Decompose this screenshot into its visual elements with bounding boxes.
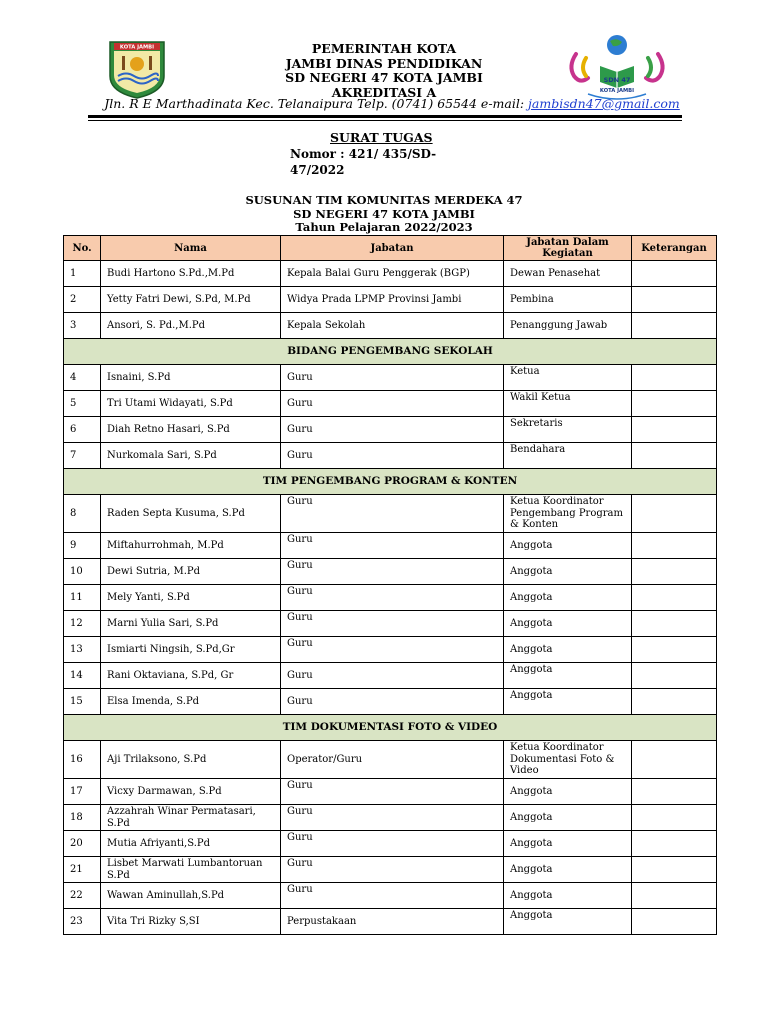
cell-no: 11	[64, 585, 101, 611]
email-link[interactable]: jambisdn47@gmail.com	[528, 96, 680, 111]
cell-jabatan: Guru	[281, 611, 504, 637]
cell-jabatan-kegiatan: Anggota	[504, 883, 632, 909]
cell-jabatan: Guru	[281, 443, 504, 469]
cell-no: 2	[64, 287, 101, 313]
cell-no: 20	[64, 831, 101, 857]
cell-jabatan: Guru	[281, 663, 504, 689]
cell-jabatan: Guru	[281, 637, 504, 663]
cell-no: 22	[64, 883, 101, 909]
table-row	[64, 857, 717, 883]
cell-jabatan-kegiatan: Anggota	[504, 585, 632, 611]
cell-keterangan	[632, 585, 717, 611]
cell-jabatan-kegiatan: Ketua Koordinator Pengembang Program & Konten	[504, 495, 632, 533]
table-row	[64, 559, 717, 585]
letter-number	[290, 146, 460, 178]
letter-number-line-1: Nomor : 421/ 435/SD-	[290, 147, 437, 161]
table-row	[64, 313, 717, 339]
cell-nama: Budi Hartono S.Pd.,M.Pd	[101, 261, 281, 287]
cell-nama: Tri Utami Widayati, S.Pd	[101, 391, 281, 417]
cell-jabatan-kegiatan: Ketua Koordinator Dokumentasi Foto & Video	[504, 741, 632, 779]
cell-jabatan-kegiatan: Dewan Penasehat	[504, 261, 632, 287]
svg-text:KOTA JAMBI: KOTA JAMBI	[599, 88, 635, 94]
school-address	[82, 96, 702, 111]
cell-jabatan: Guru	[281, 689, 504, 715]
cell-no: 9	[64, 533, 101, 559]
letterhead-line-1: PEMERINTAH KOTA	[311, 41, 457, 56]
cell-jabatan: Guru	[281, 831, 504, 857]
cell-no: 23	[64, 909, 101, 935]
cell-nama: Aji Trilaksono, S.Pd	[101, 741, 281, 779]
table-row	[64, 495, 717, 533]
cell-jabatan: Guru	[281, 857, 504, 883]
cell-no: 16	[64, 741, 101, 779]
cell-no: 17	[64, 779, 101, 805]
cell-nama: Mely Yanti, S.Pd	[101, 585, 281, 611]
cell-jabatan: Guru	[281, 805, 504, 831]
cell-jabatan-kegiatan: Pembina	[504, 287, 632, 313]
cell-jabatan: Guru	[281, 559, 504, 585]
cell-no: 12	[64, 611, 101, 637]
letterhead-title	[200, 42, 568, 100]
cell-nama: Elsa Imenda, S.Pd	[101, 689, 281, 715]
column-header-jabatan: Jabatan	[281, 236, 504, 261]
table-row	[64, 533, 717, 559]
cell-no: 21	[64, 857, 101, 883]
table-row	[64, 611, 717, 637]
cell-nama: Vita Tri Rizky S,SI	[101, 909, 281, 935]
cell-jabatan: Perpustakaan	[281, 909, 504, 935]
letterhead-line-2: JAMBI DINAS PENDIDIKAN	[285, 55, 483, 71]
cell-keterangan	[632, 689, 717, 715]
cell-nama: Ansori, S. Pd.,M.Pd	[101, 313, 281, 339]
cell-keterangan	[632, 417, 717, 443]
cell-nama: Dewi Sutria, M.Pd	[101, 559, 281, 585]
cell-jabatan-kegiatan: Anggota	[504, 559, 632, 585]
cell-keterangan	[632, 909, 717, 935]
column-header-no: No.	[64, 236, 101, 261]
sdn-47-logo-icon	[564, 32, 670, 106]
kota-jambi-emblem-icon	[106, 38, 168, 100]
cell-jabatan: Guru	[281, 365, 504, 391]
cell-jabatan: Guru	[281, 779, 504, 805]
cell-jabatan: Guru	[281, 417, 504, 443]
table-row	[64, 805, 717, 831]
cell-keterangan	[632, 857, 717, 883]
cell-keterangan	[632, 663, 717, 689]
cell-no: 7	[64, 443, 101, 469]
cell-jabatan-kegiatan: Anggota	[504, 637, 632, 663]
cell-nama: Ismiarti Ningsih, S.Pd,Gr	[101, 637, 281, 663]
cell-jabatan-kegiatan: Penanggung Jawab	[504, 313, 632, 339]
table-row	[64, 909, 717, 935]
table-row	[64, 365, 717, 391]
letter-title: SURAT TUGAS	[330, 130, 433, 145]
cell-no: 6	[64, 417, 101, 443]
cell-keterangan	[632, 883, 717, 909]
letterhead-divider	[88, 115, 682, 118]
letterhead-line-3: SD NEGERI 47 KOTA JAMBI	[285, 70, 483, 85]
section-row	[64, 469, 717, 495]
cell-keterangan	[632, 533, 717, 559]
table-row	[64, 287, 717, 313]
table-row	[64, 689, 717, 715]
table-row	[64, 443, 717, 469]
table-row	[64, 417, 717, 443]
cell-jabatan: Guru	[281, 883, 504, 909]
table-row	[64, 391, 717, 417]
cell-no: 18	[64, 805, 101, 831]
section-row	[64, 715, 717, 741]
table-row	[64, 831, 717, 857]
cell-jabatan-kegiatan: Anggota	[504, 663, 632, 689]
cell-nama: Azzahrah Winar Permatasari, S.Pd	[101, 805, 281, 831]
cell-keterangan	[632, 313, 717, 339]
cell-keterangan	[632, 611, 717, 637]
cell-no: 15	[64, 689, 101, 715]
cell-jabatan-kegiatan: Anggota	[504, 533, 632, 559]
cell-jabatan: Operator/Guru	[281, 741, 504, 779]
table-row	[64, 741, 717, 779]
table-row	[64, 883, 717, 909]
column-header-keterangan: Keterangan	[632, 236, 717, 261]
table-row	[64, 779, 717, 805]
cell-jabatan-kegiatan: Anggota	[504, 909, 632, 935]
cell-keterangan	[632, 443, 717, 469]
table-header-row	[64, 236, 717, 261]
cell-nama: Yetty Fatri Dewi, S.Pd, M.Pd	[101, 287, 281, 313]
cell-nama: Wawan Aminullah,S.Pd	[101, 883, 281, 909]
cell-no: 13	[64, 637, 101, 663]
cell-nama: Miftahurrohmah, M.Pd	[101, 533, 281, 559]
cell-jabatan-kegiatan: Anggota	[504, 805, 632, 831]
cell-no: 3	[64, 313, 101, 339]
svg-text:KOTA JAMBI: KOTA JAMBI	[119, 44, 155, 51]
cell-jabatan-kegiatan: Anggota	[504, 831, 632, 857]
cell-no: 14	[64, 663, 101, 689]
cell-jabatan: Widya Prada LPMP Provinsi Jambi	[281, 287, 504, 313]
team-roster-table	[63, 235, 717, 935]
column-header-jabatan-kegiatan: Jabatan Dalam Kegiatan	[504, 236, 632, 261]
cell-jabatan-kegiatan: Bendahara	[504, 443, 632, 469]
cell-nama: Diah Retno Hasari, S.Pd	[101, 417, 281, 443]
cell-keterangan	[632, 287, 717, 313]
cell-nama: Raden Septa Kusuma, S.Pd	[101, 495, 281, 533]
cell-jabatan-kegiatan: Anggota	[504, 611, 632, 637]
cell-jabatan: Kepala Balai Guru Penggerak (BGP)	[281, 261, 504, 287]
cell-jabatan-kegiatan: Anggota	[504, 857, 632, 883]
cell-nama: Vicxy Darmawan, S.Pd	[101, 779, 281, 805]
letterhead-line-4: AKREDITASI A	[331, 84, 437, 100]
cell-jabatan-kegiatan: Ketua	[504, 365, 632, 391]
cell-nama: Rani Oktaviana, S.Pd, Gr	[101, 663, 281, 689]
cell-no: 10	[64, 559, 101, 585]
cell-jabatan: Guru	[281, 495, 504, 533]
cell-keterangan	[632, 805, 717, 831]
cell-jabatan-kegiatan: Wakil Ketua	[504, 391, 632, 417]
address-text: Jln. R E Marthadinata Kec. Telanaipura Telp. (0741) 65544 e-mail:	[104, 96, 529, 111]
section-row	[64, 339, 717, 365]
section-title: BIDANG PENGEMBANG SEKOLAH	[64, 339, 717, 365]
team-title-line-1: SUSUNAN TIM KOMUNITAS MERDEKA 47	[245, 193, 523, 207]
cell-jabatan-kegiatan: Sekretaris	[504, 417, 632, 443]
cell-jabatan-kegiatan: Anggota	[504, 689, 632, 715]
team-title-line-2: SD NEGERI 47 KOTA JAMBI	[293, 206, 475, 221]
letter-number-line-2: 47/2022	[290, 163, 345, 177]
cell-keterangan	[632, 831, 717, 857]
cell-keterangan	[632, 261, 717, 287]
table-row	[64, 663, 717, 689]
cell-no: 1	[64, 261, 101, 287]
cell-keterangan	[632, 637, 717, 663]
cell-keterangan	[632, 365, 717, 391]
cell-no: 5	[64, 391, 101, 417]
cell-nama: Lisbet Marwati Lumbantoruan S.Pd	[101, 857, 281, 883]
letterhead-divider-thin	[88, 120, 682, 121]
cell-keterangan	[632, 779, 717, 805]
cell-keterangan	[632, 559, 717, 585]
svg-text:SDN 47: SDN 47	[603, 76, 631, 84]
cell-keterangan	[632, 391, 717, 417]
cell-jabatan: Kepala Sekolah	[281, 313, 504, 339]
table-body	[64, 261, 717, 935]
cell-keterangan	[632, 495, 717, 533]
cell-jabatan: Guru	[281, 391, 504, 417]
cell-no: 4	[64, 365, 101, 391]
cell-no: 8	[64, 495, 101, 533]
team-title	[200, 194, 568, 235]
cell-jabatan: Guru	[281, 585, 504, 611]
cell-nama: Marni Yulia Sari, S.Pd	[101, 611, 281, 637]
cell-keterangan	[632, 741, 717, 779]
table-row	[64, 637, 717, 663]
cell-jabatan-kegiatan: Anggota	[504, 779, 632, 805]
team-title-line-3: Tahun Pelajaran 2022/2023	[295, 220, 473, 234]
table-row	[64, 585, 717, 611]
cell-nama: Mutia Afriyanti,S.Pd	[101, 831, 281, 857]
cell-nama: Isnaini, S.Pd	[101, 365, 281, 391]
table-row	[64, 261, 717, 287]
section-title: TIM DOKUMENTASI FOTO & VIDEO	[64, 715, 717, 741]
cell-nama: Nurkomala Sari, S.Pd	[101, 443, 281, 469]
cell-jabatan: Guru	[281, 533, 504, 559]
section-title: TIM PENGEMBANG PROGRAM & KONTEN	[64, 469, 717, 495]
column-header-nama: Nama	[101, 236, 281, 261]
